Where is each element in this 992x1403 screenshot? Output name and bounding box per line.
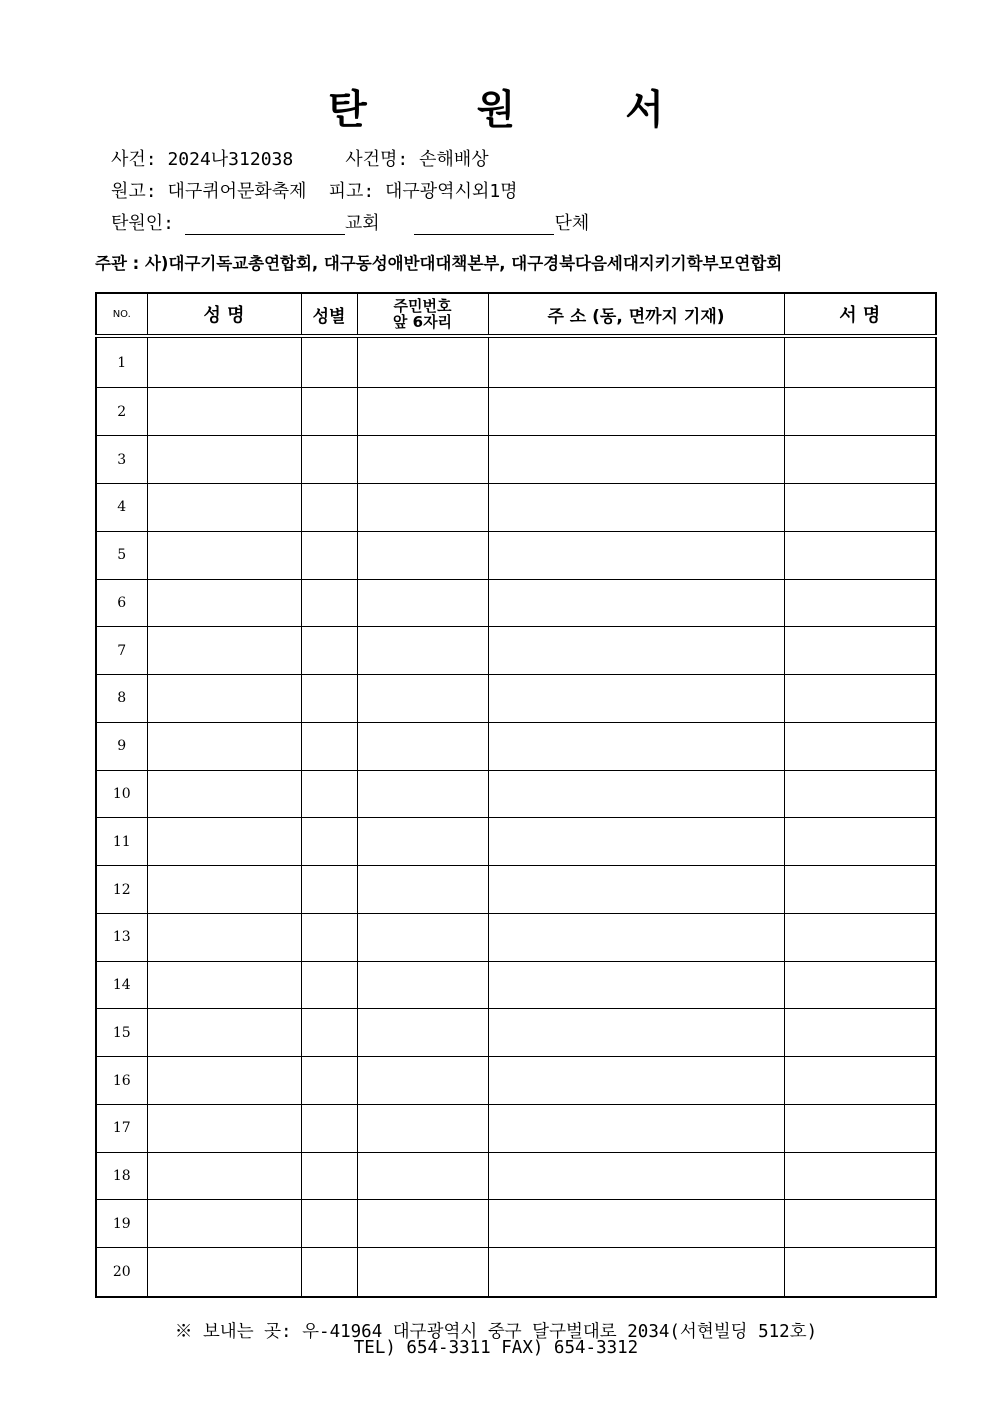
name-cell[interactable] — [147, 627, 301, 675]
row-number: 9 — [96, 722, 147, 770]
gender-cell[interactable] — [301, 1152, 357, 1200]
id-cell[interactable] — [357, 627, 488, 675]
signature-cell[interactable] — [784, 1057, 936, 1105]
petition-signature-table — [95, 292, 937, 1298]
signature-cell[interactable] — [784, 866, 936, 914]
id-cell[interactable] — [357, 866, 488, 914]
gender-cell[interactable] — [301, 913, 357, 961]
signature-cell[interactable] — [784, 770, 936, 818]
case-info-line — [111, 145, 489, 171]
petitioner-line — [111, 209, 589, 235]
row-number: 13 — [96, 913, 147, 961]
address-cell[interactable] — [488, 484, 784, 532]
gender-cell[interactable] — [301, 531, 357, 579]
address-cell[interactable] — [488, 1057, 784, 1105]
row-number: 19 — [96, 1200, 147, 1248]
name-cell[interactable] — [147, 722, 301, 770]
table-row — [96, 1009, 936, 1057]
name-cell[interactable] — [147, 579, 301, 627]
table-row — [96, 336, 936, 388]
church-label: 교회 — [344, 213, 380, 234]
row-number: 10 — [96, 770, 147, 818]
name-cell[interactable] — [147, 1057, 301, 1105]
footer-contact: TEL) 654-3311 FAX) 654-3312 — [353, 1338, 639, 1358]
id-cell[interactable] — [357, 484, 488, 532]
row-number: 11 — [96, 818, 147, 866]
id-cell[interactable] — [357, 436, 488, 484]
signature-cell[interactable] — [784, 1248, 936, 1297]
address-cell[interactable] — [488, 1152, 784, 1200]
case-name: 사건명: 손해배상 — [345, 149, 489, 170]
name-cell[interactable] — [147, 336, 301, 388]
id-cell[interactable] — [357, 818, 488, 866]
table-row — [96, 1057, 936, 1105]
name-cell[interactable] — [147, 1104, 301, 1152]
row-number: 20 — [96, 1248, 147, 1297]
table-row — [96, 627, 936, 675]
address-cell[interactable] — [488, 1104, 784, 1152]
table-row — [96, 913, 936, 961]
address-cell[interactable] — [488, 336, 784, 388]
id-cell[interactable] — [357, 1009, 488, 1057]
address-cell[interactable] — [488, 722, 784, 770]
row-number: 7 — [96, 627, 147, 675]
row-number: 18 — [96, 1152, 147, 1200]
row-number: 4 — [96, 484, 147, 532]
id-cell[interactable] — [357, 913, 488, 961]
gender-cell[interactable] — [301, 336, 357, 388]
table-row — [96, 675, 936, 723]
name-cell[interactable] — [147, 1152, 301, 1200]
group-blank[interactable] — [414, 214, 554, 235]
signature-cell[interactable] — [784, 336, 936, 388]
gender-cell[interactable] — [301, 1248, 357, 1297]
address-cell[interactable] — [488, 1009, 784, 1057]
address-cell[interactable] — [488, 436, 784, 484]
id-cell[interactable] — [357, 1057, 488, 1105]
signature-cell[interactable] — [784, 531, 936, 579]
row-number: 16 — [96, 1057, 147, 1105]
signature-cell[interactable] — [784, 675, 936, 723]
table-row — [96, 722, 936, 770]
petitioner-label: 탄원인: — [111, 213, 175, 234]
row-number: 2 — [96, 388, 147, 436]
address-cell[interactable] — [488, 531, 784, 579]
address-cell[interactable] — [488, 913, 784, 961]
gender-cell[interactable] — [301, 1200, 357, 1248]
gender-cell[interactable] — [301, 675, 357, 723]
signature-cell[interactable] — [784, 818, 936, 866]
table-row — [96, 770, 936, 818]
signature-cell[interactable] — [784, 1104, 936, 1152]
id-cell[interactable] — [357, 579, 488, 627]
address-cell[interactable] — [488, 579, 784, 627]
case-number: 사건: 2024나312038 — [111, 149, 294, 170]
name-cell[interactable] — [147, 961, 301, 1009]
signature-cell[interactable] — [784, 484, 936, 532]
id-cell[interactable] — [357, 722, 488, 770]
name-cell[interactable] — [147, 531, 301, 579]
header-no: NO. — [96, 293, 147, 336]
table-row — [96, 484, 936, 532]
gender-cell[interactable] — [301, 722, 357, 770]
signature-cell[interactable] — [784, 1200, 936, 1248]
table-row — [96, 436, 936, 484]
row-number: 15 — [96, 1009, 147, 1057]
name-cell[interactable] — [147, 866, 301, 914]
plaintiff: 원고: 대구퀴어문화축제 — [111, 181, 307, 202]
church-blank[interactable] — [185, 214, 345, 235]
gender-cell[interactable] — [301, 770, 357, 818]
gender-cell[interactable] — [301, 627, 357, 675]
name-cell[interactable] — [147, 484, 301, 532]
gender-cell[interactable] — [301, 388, 357, 436]
table-row — [96, 1104, 936, 1152]
gender-cell[interactable] — [301, 436, 357, 484]
table-row — [96, 388, 936, 436]
table-row — [96, 531, 936, 579]
address-cell[interactable] — [488, 675, 784, 723]
header-address: 주 소 (동, 면까지 기재) — [488, 293, 784, 336]
row-number: 17 — [96, 1104, 147, 1152]
id-cell[interactable] — [357, 1152, 488, 1200]
gender-cell[interactable] — [301, 579, 357, 627]
address-cell[interactable] — [488, 627, 784, 675]
row-number: 14 — [96, 961, 147, 1009]
header-id-line2: 앞 6자리 — [392, 313, 453, 331]
organizers-line: 주관 : 사)대구기독교총연합회, 대구동성애반대대책본부, 대구경북다음세대지키기학부모연합회 — [95, 254, 783, 273]
name-cell[interactable] — [147, 675, 301, 723]
signature-cell[interactable] — [784, 913, 936, 961]
address-cell[interactable] — [488, 818, 784, 866]
gender-cell[interactable] — [301, 961, 357, 1009]
name-cell[interactable] — [147, 913, 301, 961]
table-row — [96, 579, 936, 627]
table-row — [96, 961, 936, 1009]
id-cell[interactable] — [357, 770, 488, 818]
gender-cell[interactable] — [301, 866, 357, 914]
id-cell[interactable] — [357, 1200, 488, 1248]
signature-cell[interactable] — [784, 961, 936, 1009]
address-cell[interactable] — [488, 770, 784, 818]
document-title: 탄 원 서 — [328, 86, 712, 133]
id-cell[interactable] — [357, 531, 488, 579]
id-cell[interactable] — [357, 1104, 488, 1152]
name-cell[interactable] — [147, 770, 301, 818]
address-cell[interactable] — [488, 388, 784, 436]
row-number: 5 — [96, 531, 147, 579]
header-signature: 서 명 — [784, 293, 936, 336]
signature-cell[interactable] — [784, 1152, 936, 1200]
name-cell[interactable] — [147, 388, 301, 436]
signature-cell[interactable] — [784, 1009, 936, 1057]
signature-cell[interactable] — [784, 388, 936, 436]
name-cell[interactable] — [147, 818, 301, 866]
header-id-line1: 주민번호 — [393, 297, 452, 315]
address-cell[interactable] — [488, 1248, 784, 1297]
address-cell[interactable] — [488, 1200, 784, 1248]
header-name: 성 명 — [147, 293, 301, 336]
header-gender: 성별 — [301, 293, 357, 336]
table-row — [96, 866, 936, 914]
name-cell[interactable] — [147, 1200, 301, 1248]
gender-cell[interactable] — [301, 1009, 357, 1057]
name-cell[interactable] — [147, 1009, 301, 1057]
address-cell[interactable] — [488, 961, 784, 1009]
signature-cell[interactable] — [784, 436, 936, 484]
signature-cell[interactable] — [784, 722, 936, 770]
header-id-number — [357, 293, 488, 336]
id-cell[interactable] — [357, 1248, 488, 1297]
signature-cell[interactable] — [784, 627, 936, 675]
gender-cell[interactable] — [301, 818, 357, 866]
gender-cell[interactable] — [301, 1104, 357, 1152]
group-label: 단체 — [554, 213, 590, 234]
id-cell[interactable] — [357, 961, 488, 1009]
table-row — [96, 1248, 936, 1297]
name-cell[interactable] — [147, 1248, 301, 1297]
parties-line — [111, 177, 518, 203]
id-cell[interactable] — [357, 388, 488, 436]
name-cell[interactable] — [147, 436, 301, 484]
signature-cell[interactable] — [784, 579, 936, 627]
table-row — [96, 1152, 936, 1200]
row-number: 6 — [96, 579, 147, 627]
row-number: 1 — [96, 336, 147, 388]
table-row — [96, 818, 936, 866]
gender-cell[interactable] — [301, 1057, 357, 1105]
id-cell[interactable] — [357, 336, 488, 388]
table-header-row — [96, 293, 936, 336]
id-cell[interactable] — [357, 675, 488, 723]
footer-address: ※ 보내는 곳: 우-41964 대구광역시 중구 달구벌대로 2034(서현빌딩 512호) — [174, 1322, 818, 1342]
defendant: 피고: 대구광역시외1명 — [328, 181, 518, 202]
row-number: 3 — [96, 436, 147, 484]
table-row — [96, 1200, 936, 1248]
row-number: 12 — [96, 866, 147, 914]
row-number: 8 — [96, 675, 147, 723]
gender-cell[interactable] — [301, 484, 357, 532]
address-cell[interactable] — [488, 866, 784, 914]
